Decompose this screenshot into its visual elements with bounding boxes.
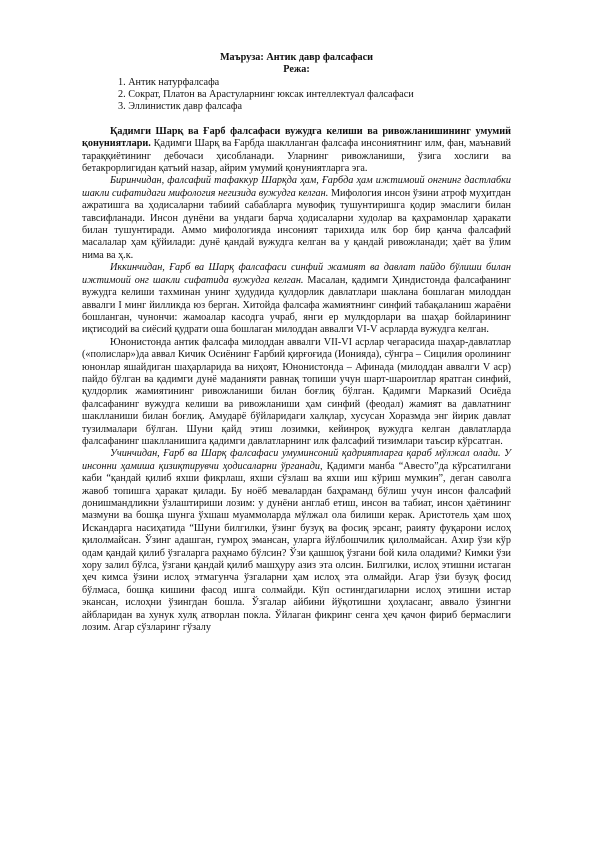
plan-heading: Режа: [283,64,310,76]
lecture-title: Маъруза: Антик давр фалсафаси [219,52,374,63]
paragraph-2 [82,175,511,262]
plan-item-1: 1. Антик натурфалсафа [118,76,220,88]
plan-list [82,77,511,114]
paragraph-5-thesis: Учинчидан, Ғарб ва Шарқ фалсафаси умуминсоний қадриятларга қараб мўлжал олади. У инсонни ҳамиша қизиқтирувчи ҳодисаларни ўрганади, [82,448,511,472]
plan-item-2: 2. Сократ, Платон ва Арастуларнинг юксак интеллектуал фалсафаси [118,89,414,100]
paragraph-1 [82,126,511,176]
paragraph-2-thesis: Биринчидан, фалсафий тафаккур Шарқда ҳам, Ғарбда ҳам ижтимоий онгнинг дастлабки шакли сифатидаги мифология негизида вужудга келган. [82,175,511,199]
paragraph-3-thesis: Иккинчидан, Ғарб ва Шарқ фалсафаси синфий жамият ва давлат пайдо бўлиши билан ижтимоий онг шакли сифатида вужудга келган. [82,262,511,286]
paragraph-4 [82,337,511,449]
paragraph-3-text: Масалан, қадимги Ҳиндистонда фалсафанинг вужудга келиши тахминан унинг ҳудудида қулдорлик давлатлари шаклана бошлаган милоддан аввалги I минг йилликда юз берган. Хитойда фалсафа жамиятнинг синфий табақаланиш жараёни бошланган, чунончи: жамоалар касодга учраб, янги ер мулкдорлари ва шаҳар бойларининг иқтисодий ва сиёсий қудрати оша бошлаган милоддан аввалги VI-V асрларда вужудга келган. [82,274,511,336]
paragraph-3 [82,262,511,336]
paragraph-1-text: Қадимги Шарқ ва Ғарбда шаклланган фалсафа инсониятнинг илм, фан, маънавий тараққиётининг дебочаси ҳисобланади. Уларнинг ривожланиши, ўзига хослиги ва бетакрорлигидан қатъий назар, айрим умумий қонуниятларга эга. [82,138,511,175]
paragraph-4-text: Юнонистонда антик фалсафа милоддан аввалги VII-VI асрлар чегарасида шаҳар-давлатлар («полислар»)да аввал Кичик Осиёнинг Ғарбий қирғоғида (Ионияда), сўнгра – Сицилия оролининг юнонлар яшайдиган шаҳарларида ва ниҳоят, Юнонистонда – Афинада (милоддан аввалги V аср) пайдо бўлган ва қадимги дунё маданияти равнақ топиши учун шарт-шароитлар яратган синфий, қулдорлик жамиятининг ривожланиши билан боғлиқ бўлган. Қадимги Марказий Осиёда фалсафанинг вужудга келиши ва ривожланиши ҳам синфий (феодал) жамият ва давлатнинг шаклланиши билан боғлиқ. Амударё бўйларидаги халқлар, хусусан Хоразмда энг йирик давлат тузилмалари бўлган. Шуни қайд этиш лозимки, кейинроқ вужудга келган давлатларда фалсафанинг шаклланишига қадимги давлатларнинг илк фалсафий тизимлари таъсир кўрсатган. [82,336,511,447]
paragraph-1-heading: Қадимги Шарқ ва Ғарб фалсафаси вужудга келиши ва ривожланишининг умумий қонуниятлари. [82,125,511,150]
paragraph-2-text: Мифология инсон ўзини атроф муҳитдан ажратишга ва ҳодисаларни табиий сабабларга мувофиқ тушунтиришга қодир эмаслиги билан тавсифланади. Инсон дунёни ва ундаги барча ҳодисаларни худолар ва қаҳрамонлар ҳаракати билан тушунтиради. Аммо мифологияда инсоният тарихида илк бор бир қанча фалсафий масалалар ҳам қўйилади: дунё қандай вужудга келган ва у қандай ривожланади; ҳаёт ва ўлим нима ва ҳ.к. [82,187,511,261]
paragraph-5 [82,448,511,634]
paragraph-5-text: Қадимги манба “Авесто”да кўрсатилгани каби “қандай қилиб яхши фикрлаш, яхши сўзлаш ва яхши иш кўриш мумкин”, деган саволга жавоб топишга ҳаракат қилади. Бу ноёб мевалардан баҳраманд бўлиш учун инсон фалсафий донишмандликни ўзлаштириши лозим: у дунёни англаб етиш, инсон ва табиат, инсон ҳаётининг мазмуни ва бошқа шунга ўхшаш муаммоларда мўлжал ола билиши керак. Аристотель ҳам шоҳ Искандарга насиҳатида “Шуни билгилки, ўзинг бузуқ ва фосиқ эрсанг, раияту фуқарони ислоҳ қилолмайсан. Ўзинг адашган, гумроҳ эмансан, уларга йўлбошчилик қилолмайсан. Ахир ўзи кўр одам қандай қилиб ўзгаларга раҳнамо бўлсин? Ўзи қашшоқ ўзгани бой кила оладими? Кимки ўзи хору залил бўлса, ўзгани қандай қилиб машҳуру азиз эта олсин. Билгилки, ислоҳ этишни истаган ҳеч кимса ўзини ислоҳ этмагунча ўзгаларни ҳам ислоҳ эта олмайди. Агар ўзи бузуқ фосид бўлмаса, бошқа кишини фасод ишга солмайди. Кўп остингдагиларни ислоҳ этишни истар экансан, ислоҳни ўзингдан бошла. Ўзгалар айбини йўқотишни ҳоҳласанг, аввало ўзингни айбларидан ва хунук хулқ атворлан покла. Ўйлаган фикринг сенга ҳеч қачон фириб бермаслиги лозим. Агар сўзларинг гўзалу [82,460,511,634]
plan-item-3: 3. Эллинистик давр фалсафа [118,101,242,113]
